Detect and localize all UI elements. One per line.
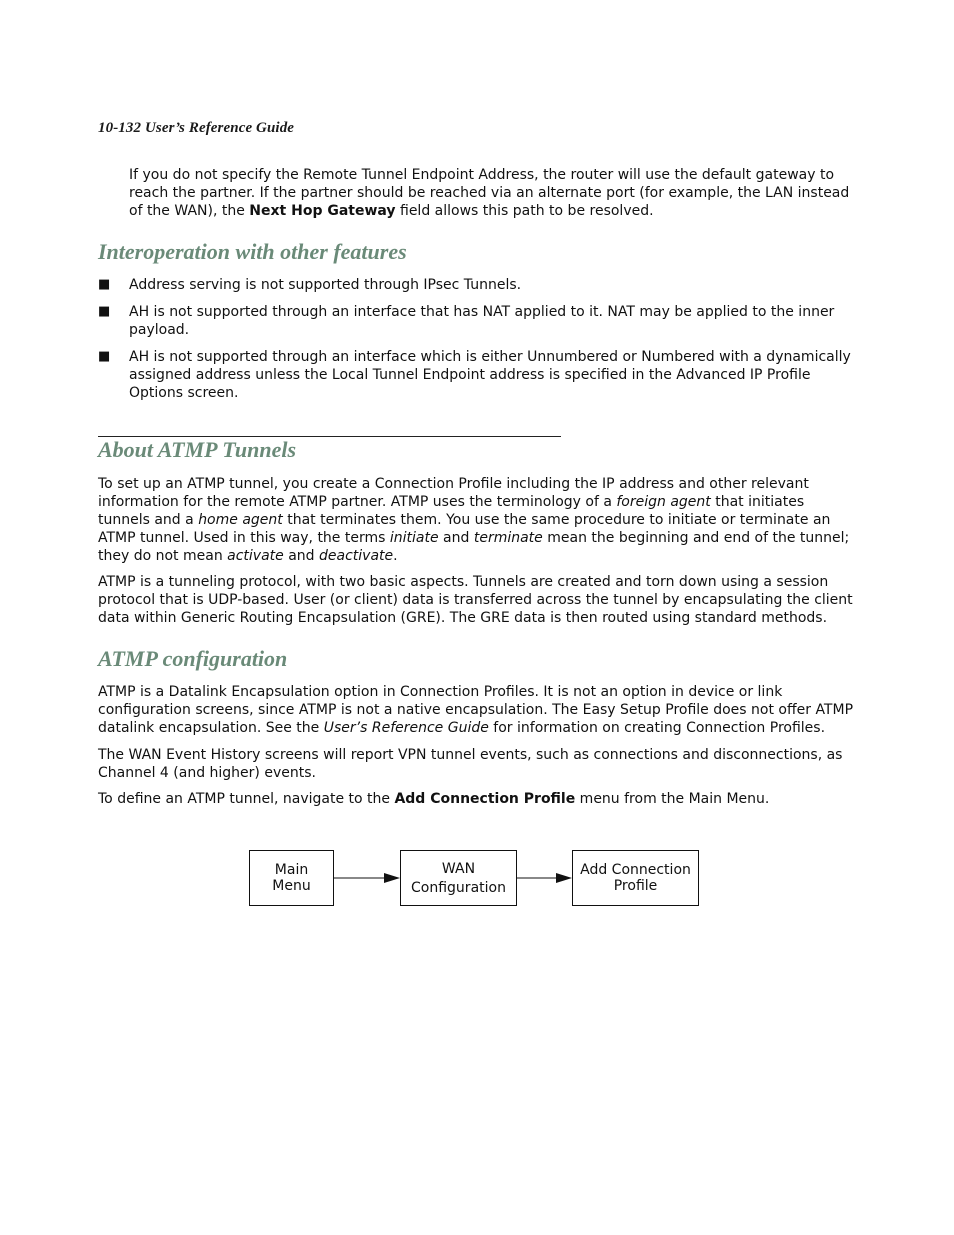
next-hop-gateway-term: Next Hop Gateway	[249, 203, 396, 219]
intro-paragraph: If you do not specify the Remote Tunnel Endpoint Address, the router will use the default gateway to reach the partner. If the partner should be reached via an alternate port (for example, the LAN instead of the WAN), the Next Hop Gateway field allows this path to be resolved.	[129, 167, 850, 219]
config-paragraph-2: The WAN Event History screens will report VPN tunnel events, such as connections and disconnections, as Channel 4 (and higher) events.	[98, 747, 843, 781]
running-head: 10-132 User’s Reference Guide	[98, 120, 295, 136]
arrow-right-icon	[334, 873, 400, 883]
about-paragraph-1: To set up an ATMP tunnel, you create a Connection Profile including the IP address and other relevant information for the remote ATMP partner. ATMP uses the terminology of a foreign agent that initiates tunnels and a home agent that terminates them. You use the same procedure to initiate or terminate an ATMP tunnel. Used in this way, the terms initiate and terminate mean the beginning and end of the tunnel; they do not mean activate and deactivate.	[98, 476, 850, 564]
list-item: ■ Address serving is not supported through IPsec Tunnels.	[98, 277, 522, 293]
add-connection-profile-box: Add Connection Profile	[572, 850, 699, 906]
bullet-icon: ■	[98, 304, 111, 319]
list-item: ■ AH is not supported through an interface which is either Unnumbered or Numbered with a dynamically assigned address unless the Local Tunnel Endpoint address is specified in the Advanced IP Profile Options screen.	[98, 349, 851, 401]
atmp-configuration-heading: ATMP configuration	[98, 646, 288, 671]
arrow-right-icon	[517, 873, 572, 883]
config-paragraph-1: ATMP is a Datalink Encapsulation option in Connection Profiles. It is not an option in device or link configuration screens, since ATMP is not a native encapsulation. The Easy Setup Profile does not offer ATMP datalink encapsulation. See the User’s Reference Guide for information on creating Connection Profiles.	[98, 684, 854, 736]
bullet-icon: ■	[98, 277, 111, 292]
wan-configuration-box: WAN Configuration	[400, 850, 517, 906]
add-connection-profile-term: Add Connection Profile	[394, 791, 576, 807]
config-paragraph-3: To define an ATMP tunnel, navigate to the Add Connection Profile menu from the Main Menu.	[98, 791, 770, 807]
about-atmp-heading: About ATMP Tunnels	[98, 437, 297, 462]
about-paragraph-2: ATMP is a tunneling protocol, with two basic aspects. Tunnels are created and torn down using a session protocol that is UDP-based. User (or client) data is transferred across the tunnel by encapsulating the client data within Generic Routing Encapsulation (GRE). The GRE data is then routed using standard methods.	[98, 574, 853, 626]
interop-heading: Interoperation with other features	[98, 239, 407, 264]
bullet-icon: ■	[98, 349, 111, 364]
main-menu-box: Main Menu	[249, 850, 334, 906]
list-item: ■ AH is not supported through an interface that has NAT applied to it. NAT may be applied to the inner payload.	[98, 304, 835, 338]
